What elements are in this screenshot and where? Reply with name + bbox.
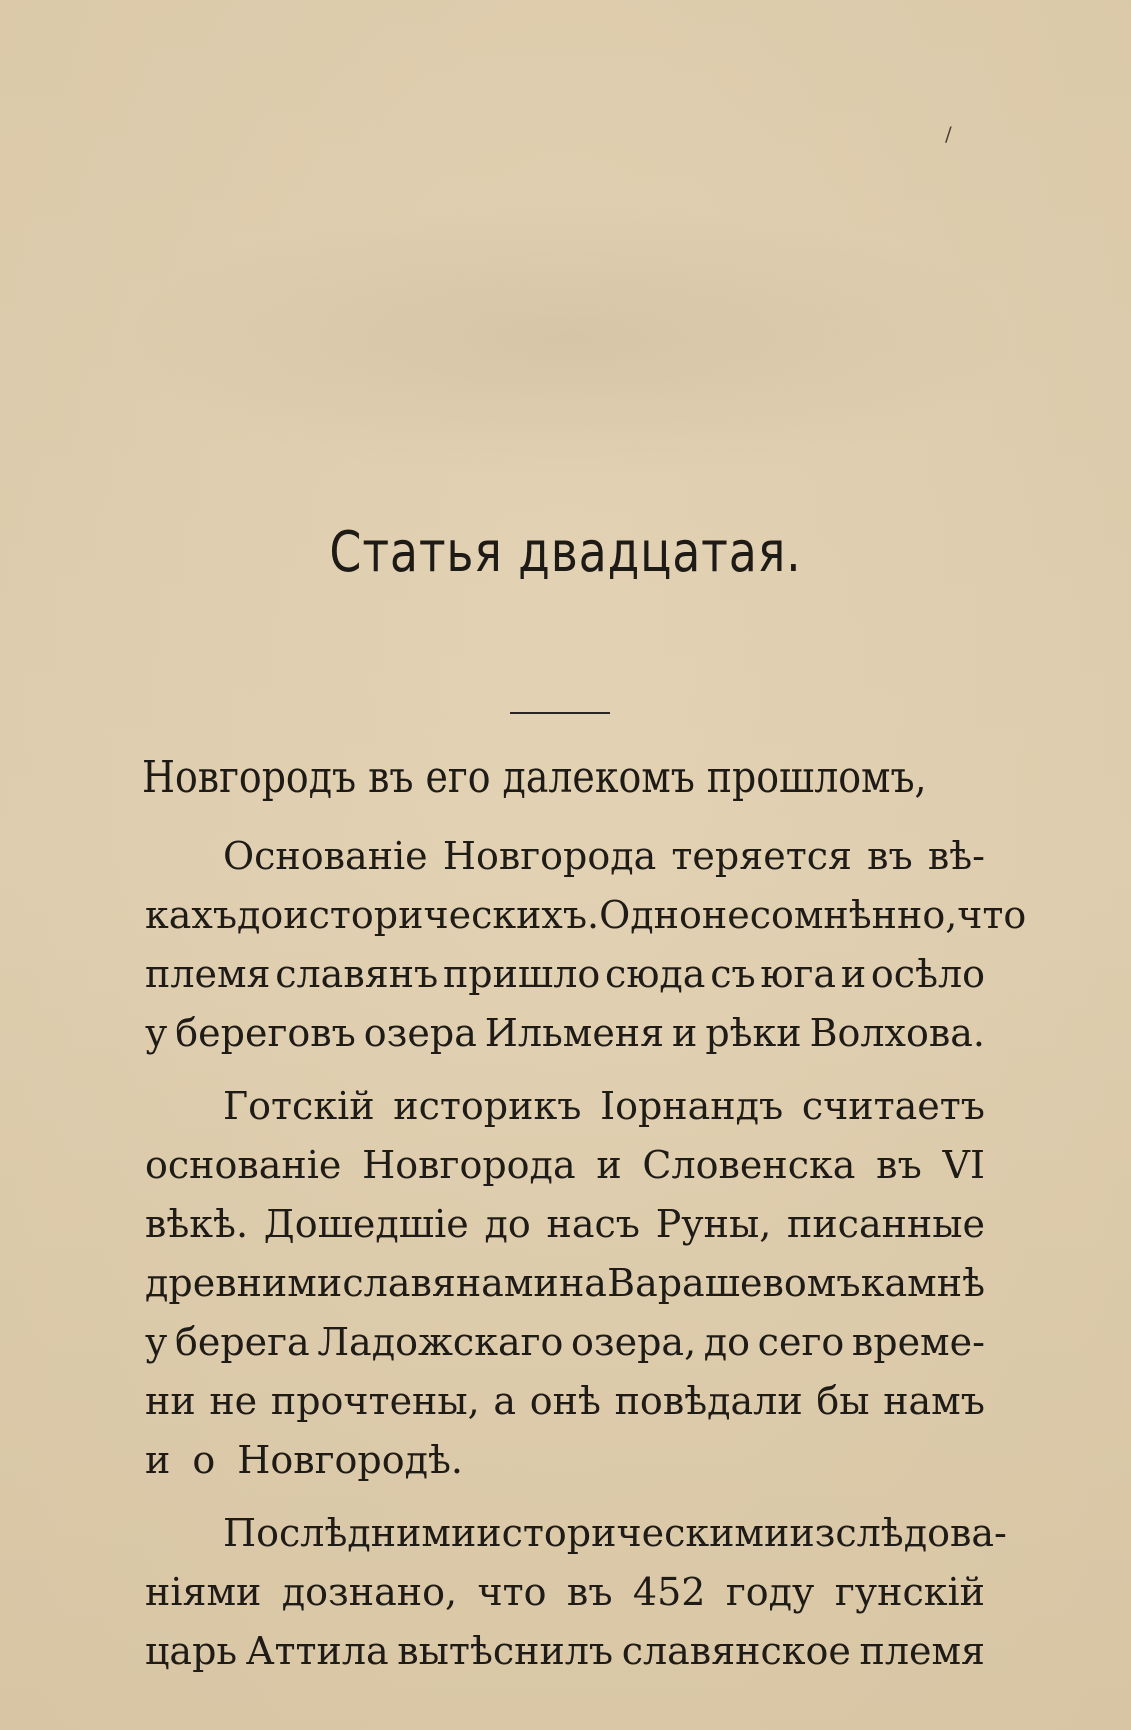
word: Новгорода xyxy=(442,834,657,878)
word: не xyxy=(209,1379,258,1423)
word: до xyxy=(703,1320,751,1364)
word: историческими xyxy=(476,1511,790,1555)
page-speck: / xyxy=(945,122,952,146)
word: вѣ- xyxy=(927,834,985,878)
word: намъ xyxy=(883,1379,985,1423)
paragraph xyxy=(145,827,1027,1063)
word: Ладожскаго xyxy=(317,1320,564,1364)
text-line xyxy=(145,1077,985,1136)
word: Варашевомъ xyxy=(607,1261,861,1305)
word: изслѣдова- xyxy=(789,1511,1007,1555)
word: о xyxy=(192,1438,216,1482)
word: Новгорода xyxy=(362,1143,576,1187)
word: насъ xyxy=(546,1202,640,1246)
word: на xyxy=(558,1261,607,1305)
word: теряется xyxy=(671,834,852,878)
word: повѣдали xyxy=(614,1379,803,1423)
word: онѣ xyxy=(529,1379,601,1423)
word: что xyxy=(957,893,1027,937)
paragraph xyxy=(145,1504,1007,1681)
show-through-stain xyxy=(120,200,1020,480)
word: славянами xyxy=(342,1261,559,1305)
word: у xyxy=(145,1011,168,1055)
word: дознано, xyxy=(281,1570,458,1614)
word: и xyxy=(145,1438,171,1482)
word: году xyxy=(725,1570,815,1614)
text-line xyxy=(145,1313,985,1372)
chapter-title: Статья двадцатая. xyxy=(329,520,802,585)
word: озера, xyxy=(571,1320,697,1364)
word: бы xyxy=(816,1379,870,1423)
text-line xyxy=(145,1504,1007,1563)
section-subtitle: Новгородъ въ его далекомъ прошломъ, xyxy=(142,752,927,803)
word: сего xyxy=(757,1320,845,1364)
text-line xyxy=(145,1136,985,1195)
word: Основаніе xyxy=(223,834,428,878)
paragraph-gap xyxy=(145,1490,985,1504)
paragraph xyxy=(145,1077,985,1490)
word: берега xyxy=(174,1320,310,1364)
word: считаетъ xyxy=(801,1084,985,1128)
word: юга xyxy=(760,952,837,996)
word: Готскій xyxy=(223,1084,375,1128)
word: Новгородѣ. xyxy=(237,1438,464,1482)
word: у xyxy=(145,1320,168,1364)
word: царь xyxy=(145,1629,238,1673)
word: гунскій xyxy=(834,1570,985,1614)
word: озера xyxy=(363,1011,477,1055)
word: сюда xyxy=(605,952,706,996)
body-text xyxy=(145,827,1027,1681)
word: до xyxy=(484,1202,531,1246)
text-line xyxy=(145,1622,985,1681)
word: Волхова. xyxy=(809,1011,985,1055)
word: Ильменя xyxy=(484,1011,665,1055)
word: береговъ xyxy=(175,1011,356,1055)
word: камнѣ xyxy=(860,1261,985,1305)
word: а xyxy=(493,1379,517,1423)
word: VI xyxy=(942,1143,985,1187)
word: основаніе xyxy=(145,1143,342,1187)
word: въ xyxy=(566,1570,613,1614)
word: кахъ xyxy=(145,893,238,937)
word: славянское xyxy=(621,1629,851,1673)
word: време- xyxy=(851,1320,985,1364)
word: Іорнандъ xyxy=(600,1084,784,1128)
word: Аттила xyxy=(245,1629,389,1673)
word: Словенска xyxy=(642,1143,856,1187)
word: съ xyxy=(710,952,756,996)
word: историкъ xyxy=(393,1084,582,1128)
word: Одно xyxy=(599,893,702,937)
word: племя xyxy=(145,952,271,996)
word: что xyxy=(477,1570,547,1614)
word: племя xyxy=(859,1629,985,1673)
word: въ xyxy=(876,1143,922,1187)
word: осѣло xyxy=(870,952,985,996)
word: пришло xyxy=(442,952,601,996)
word: Руны, xyxy=(655,1202,772,1246)
text-line xyxy=(145,1254,985,1313)
text-line xyxy=(145,1563,985,1622)
word: 452 xyxy=(632,1570,706,1614)
text-line xyxy=(145,827,985,886)
word: доисторическихъ. xyxy=(237,893,600,937)
word: писанные xyxy=(787,1202,985,1246)
text-line xyxy=(145,1004,985,1063)
text-line xyxy=(145,1431,985,1490)
title-divider xyxy=(510,712,610,714)
word: и xyxy=(596,1143,622,1187)
word: и xyxy=(840,952,867,996)
text-line xyxy=(145,945,985,1004)
text-line xyxy=(145,1372,985,1431)
word: древними xyxy=(145,1261,343,1305)
word: рѣки xyxy=(705,1011,802,1055)
word: ни xyxy=(145,1379,196,1423)
word: вѣкѣ. xyxy=(145,1202,249,1246)
word: ніями xyxy=(145,1570,262,1614)
word: славянъ xyxy=(275,952,439,996)
word: прочтены, xyxy=(270,1379,480,1423)
paragraph-gap xyxy=(145,1063,985,1077)
text-line xyxy=(145,1195,985,1254)
word: Послѣдними xyxy=(223,1511,477,1555)
word: въ xyxy=(867,834,913,878)
word: Дошедшіе xyxy=(263,1202,469,1246)
word: несомнѣнно, xyxy=(701,893,958,937)
word: вытѣснилъ xyxy=(397,1629,614,1673)
word: и xyxy=(672,1011,698,1055)
text-line xyxy=(145,886,1027,945)
